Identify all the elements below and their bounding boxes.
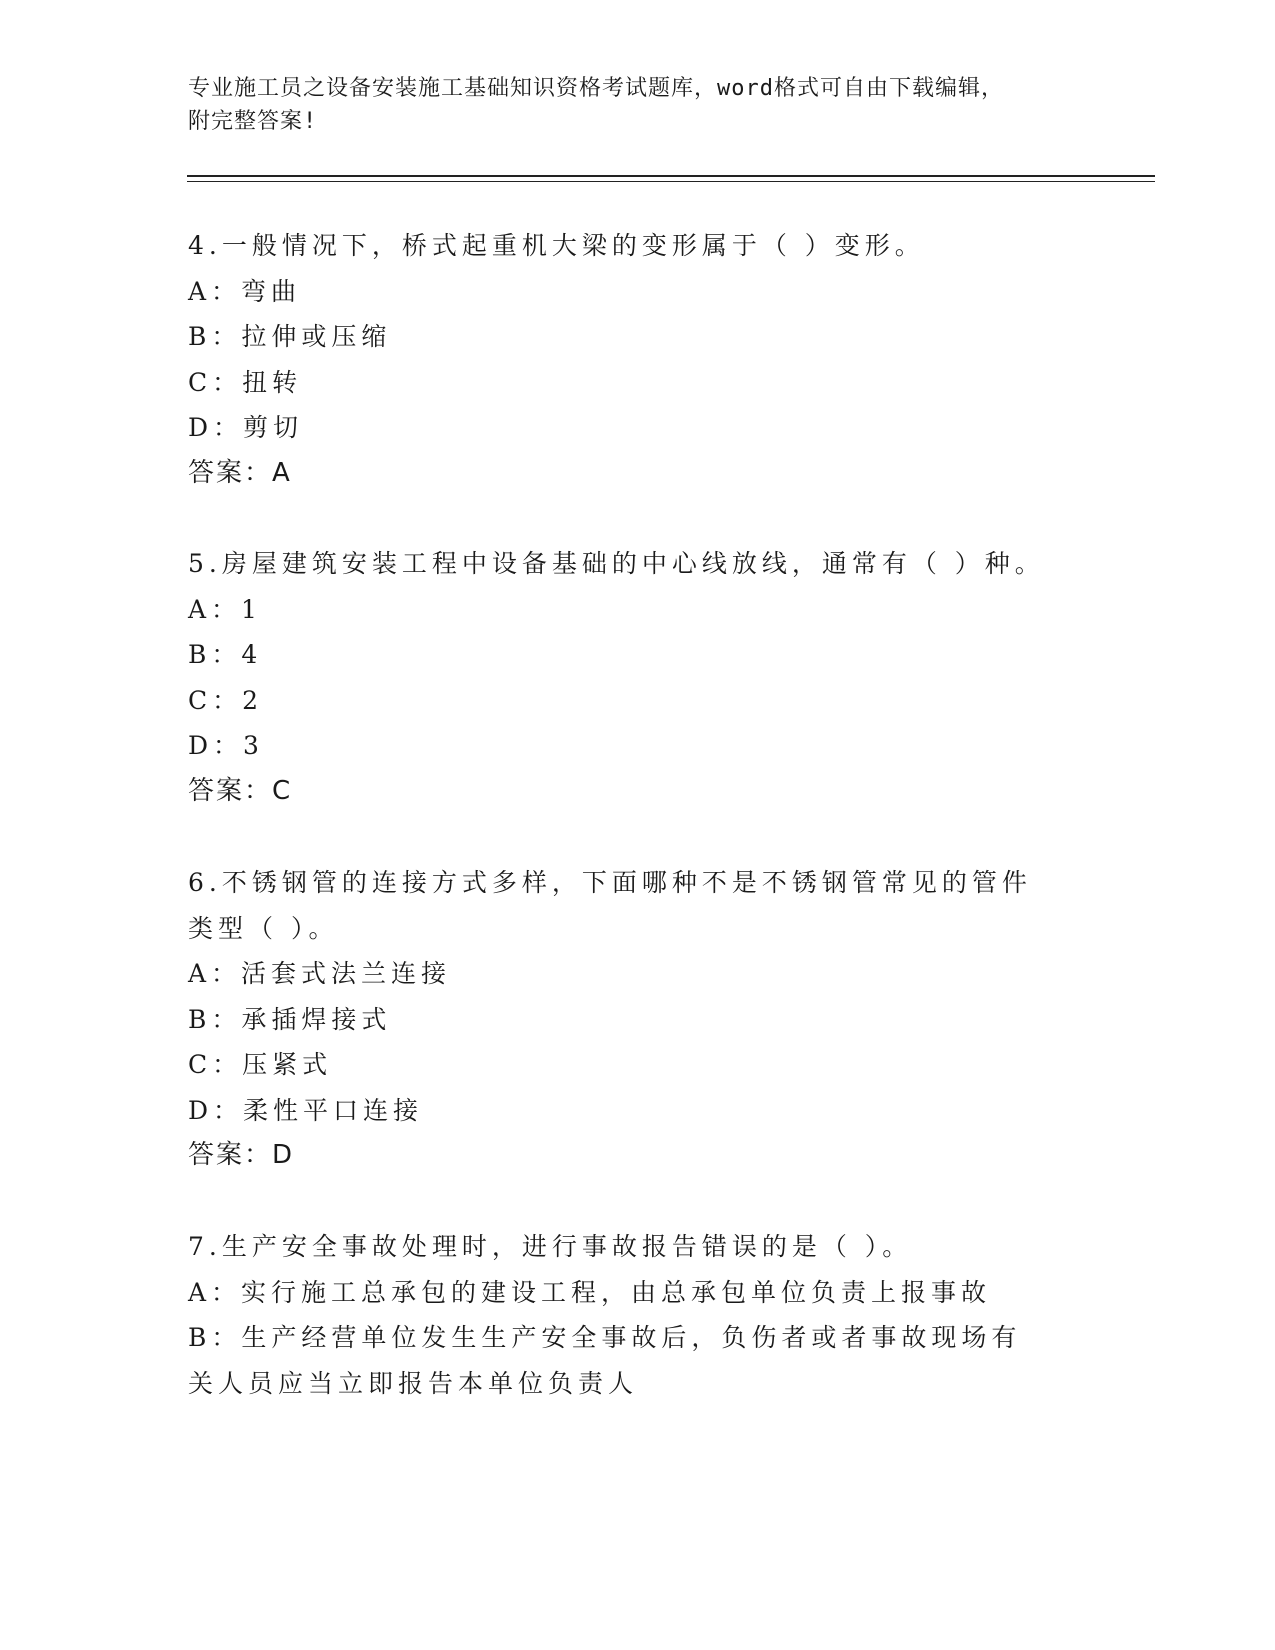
answer-line: 答案：D xyxy=(188,1140,295,1170)
header-divider-thick xyxy=(187,175,1155,177)
question-7 xyxy=(188,1224,1088,1406)
question-stem: 5.房屋建筑安装工程中设备基础的中心线放线，通常有（ ）种。 xyxy=(188,549,1045,578)
answer-line: 答案：A xyxy=(188,457,292,488)
question-4 xyxy=(188,223,1088,496)
question-stem: 6.不锈钢管的连接方式多样，下面哪种不是不锈钢管常见的管件类型（ ）。 xyxy=(188,868,1032,943)
option-d: D：剪切 xyxy=(188,413,304,442)
option-b: B：4 xyxy=(188,640,263,669)
option-a: A：实行施工总承包的建设工程，由总承包单位负责上报事故 xyxy=(188,1277,992,1307)
option-d: D：3 xyxy=(188,731,264,760)
option-b: B：拉伸或压缩 xyxy=(188,322,392,351)
document-header xyxy=(188,72,1068,138)
option-c: C：2 xyxy=(188,685,264,715)
answer-line: 答案：C xyxy=(188,775,293,806)
question-6 xyxy=(188,860,1088,1179)
option-b: B：生产经营单位发生生产安全事故后，负伤者或者事故现场有关人员应当立即报告本单位负责人 xyxy=(188,1323,1022,1398)
header-line-1: 专业施工员之设备安装施工基础知识资格考试题库，word格式可自由下载编辑， xyxy=(188,76,1004,101)
question-5 xyxy=(188,541,1088,814)
option-d: D：柔性平口连接 xyxy=(188,1095,424,1125)
option-a: A：活套式法兰连接 xyxy=(188,959,452,988)
option-a: A：弯曲 xyxy=(188,276,302,306)
option-c: C：扭转 xyxy=(188,367,303,397)
option-b: B：承插焊接式 xyxy=(188,1004,392,1034)
question-stem: 4.一般情况下，桥式起重机大梁的变形属于（ ）变形。 xyxy=(188,231,925,260)
question-stem: 7.生产安全事故处理时，进行事故报告错误的是（ ）。 xyxy=(188,1232,913,1261)
header-divider-thin xyxy=(187,181,1155,182)
option-a: A：1 xyxy=(188,594,262,624)
option-c: C：压紧式 xyxy=(188,1050,333,1079)
header-line-2: 附完整答案! xyxy=(188,109,318,134)
